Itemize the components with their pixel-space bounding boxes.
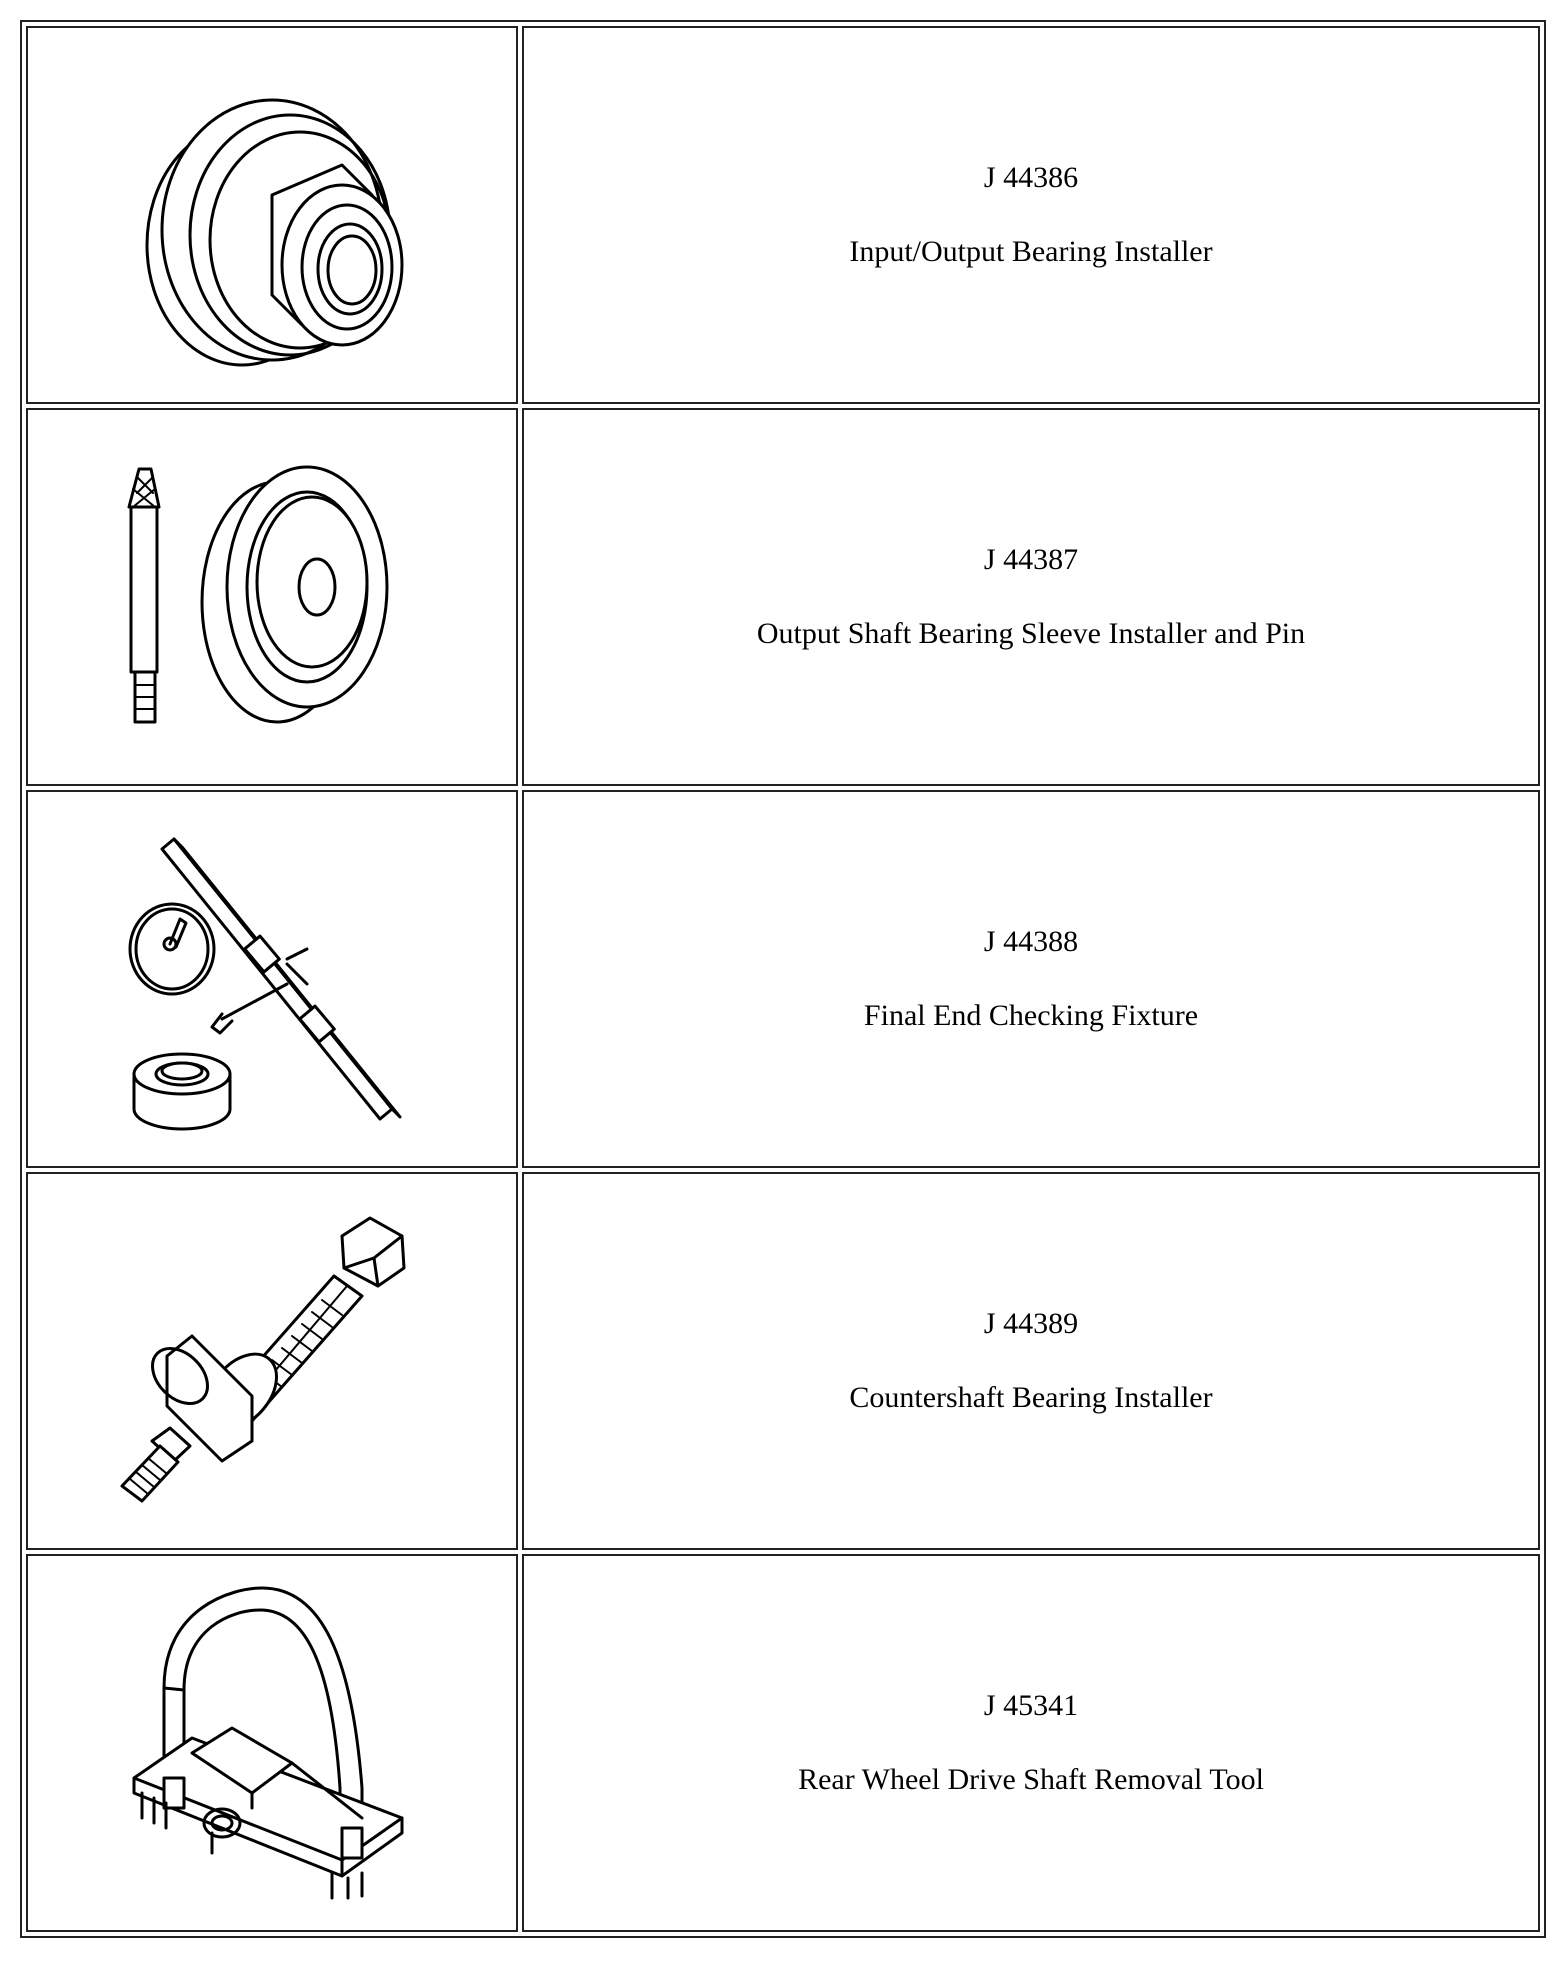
tool-number: J 44386 [983,161,1079,194]
tool-number: J 44389 [983,1307,1079,1340]
tool-image-cell [26,1554,518,1932]
sleeve-installer-pin-icon [107,437,437,757]
table-row [26,1554,1540,1932]
tool-description-cell [522,1172,1540,1550]
tool-image-cell [26,408,518,786]
table-row [26,790,1540,1168]
tool-number: J 44387 [983,543,1079,576]
bearing-installer-icon [122,55,422,375]
checking-fixture-icon [102,809,442,1149]
table-row [26,1172,1540,1550]
tool-description-cell [522,790,1540,1168]
table-row [26,26,1540,404]
tool-name: Final End Checking Fixture [863,999,1199,1032]
tool-name: Countershaft Bearing Installer [849,1381,1213,1414]
tool-number: J 44388 [983,925,1079,958]
tool-name: Output Shaft Bearing Sleeve Installer and Pin [756,617,1306,650]
special-tools-table [20,20,1546,1938]
table-row [26,408,1540,786]
tool-name: Rear Wheel Drive Shaft Removal Tool [798,1763,1264,1796]
tool-image-cell [26,26,518,404]
tool-image-cell [26,1172,518,1550]
tool-description-cell [522,1554,1540,1932]
tool-image-cell [26,790,518,1168]
tool-description-cell [522,408,1540,786]
drive-shaft-removal-icon [122,1578,422,1908]
tool-number: J 45341 [983,1689,1079,1722]
countershaft-installer-icon [112,1196,432,1526]
tool-description-cell [522,26,1540,404]
tool-name: Input/Output Bearing Installer [849,235,1213,268]
